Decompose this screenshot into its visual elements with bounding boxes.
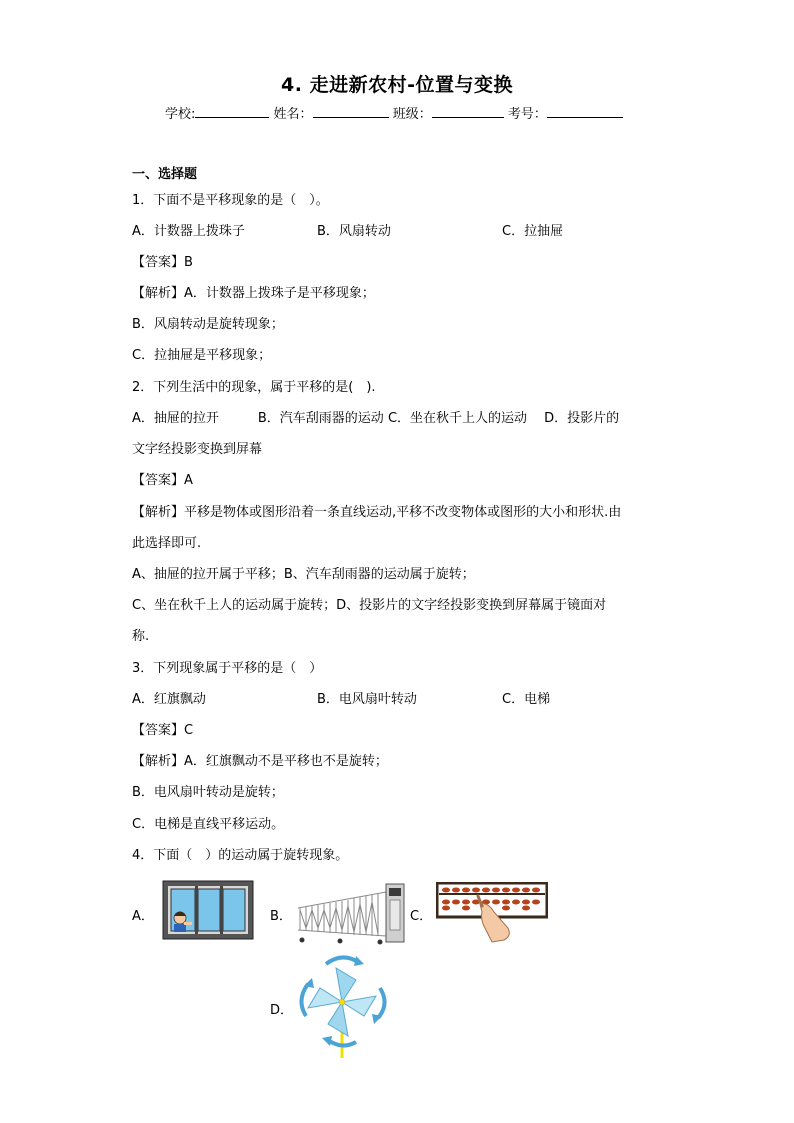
q1-answer: 【答案】B bbox=[132, 255, 193, 270]
number-label: 考号： bbox=[507, 107, 547, 122]
q3-option-c: C．电梯 bbox=[502, 692, 551, 707]
q2-options-line-2: 文字经投影变换到屏幕 bbox=[132, 442, 263, 457]
q2-stem: 2．下列生活中的现象，属于平移的是( ). bbox=[132, 380, 376, 395]
q1-stem: 1．下面不是平移现象的是（ ）。 bbox=[132, 193, 329, 208]
q2-analysis-3: A、抽屉的拉开属于平移；B、汽车刮雨器的运动属于旋转； bbox=[132, 567, 475, 582]
q1-options bbox=[132, 224, 563, 240]
number-blank bbox=[547, 105, 623, 118]
q3-analysis-3: C．电梯是直线平移运动。 bbox=[132, 817, 285, 832]
retractable-gate-icon bbox=[290, 878, 410, 946]
class-blank bbox=[432, 105, 504, 118]
q1-analysis-1: 【解析】A．计数器上拨珠子是平移现象； bbox=[132, 286, 375, 301]
q1-option-c: C．拉抽屉 bbox=[502, 224, 564, 239]
class-label: 班级： bbox=[392, 107, 432, 122]
page-title: 4. 走进新农村-位置与变换 bbox=[281, 74, 513, 96]
section-heading: 一、选择题 bbox=[132, 167, 198, 182]
school-blank bbox=[195, 105, 269, 118]
q4-option-d-label: D． bbox=[270, 1003, 294, 1018]
q3-analysis-2: B．电风扇叶转动是旋转； bbox=[132, 785, 284, 800]
window-icon bbox=[162, 880, 254, 940]
q3-option-a: A．红旗飘动 bbox=[132, 692, 206, 707]
pinwheel-icon bbox=[292, 950, 396, 1060]
q1-option-b: B．风扇转动 bbox=[317, 224, 391, 239]
q1-analysis-2: B．风扇转动是旋转现象； bbox=[132, 317, 284, 332]
q1-analysis-3: C．拉抽屉是平移现象； bbox=[132, 348, 272, 363]
abacus-icon bbox=[436, 882, 548, 944]
q2-options-line-1: A．抽屉的拉开 B．汽车刮雨器的运动 C．坐在秋千上人的运动 D．投影片的 bbox=[132, 411, 620, 426]
q4-option-c-label: C． bbox=[410, 909, 433, 924]
school-label: 学校: bbox=[165, 107, 196, 122]
q2-analysis-1: 【解析】平移是物体或图形沿着一条直线运动,平移不改变物体或图形的大小和形状.由 bbox=[132, 505, 622, 520]
q4-option-b-label: B． bbox=[270, 909, 292, 924]
q2-answer: 【答案】A bbox=[132, 473, 193, 488]
name-blank bbox=[313, 105, 389, 118]
q4-option-a-label: A． bbox=[132, 909, 154, 924]
student-info-line bbox=[165, 103, 623, 122]
q2-analysis-5: 称. bbox=[132, 629, 150, 644]
q3-option-b: B．电风扇叶转动 bbox=[317, 692, 417, 707]
q3-answer: 【答案】C bbox=[132, 723, 194, 738]
q3-stem: 3．下列现象属于平移的是（ ） bbox=[132, 661, 323, 676]
q2-analysis-4: C、坐在秋千上人的运动属于旋转；D、投影片的文字经投影变换到屏幕属于镜面对 bbox=[132, 598, 607, 613]
q4-stem: 4．下面（ ）的运动属于旋转现象。 bbox=[132, 848, 349, 863]
q3-options bbox=[132, 692, 550, 708]
q3-analysis-1: 【解析】A．红旗飘动不是平移也不是旋转； bbox=[132, 754, 388, 769]
q2-analysis-2: 此选择即可. bbox=[132, 536, 202, 551]
name-label: 姓名： bbox=[273, 107, 313, 122]
q1-option-a: A．计数器上拨珠子 bbox=[132, 224, 245, 239]
